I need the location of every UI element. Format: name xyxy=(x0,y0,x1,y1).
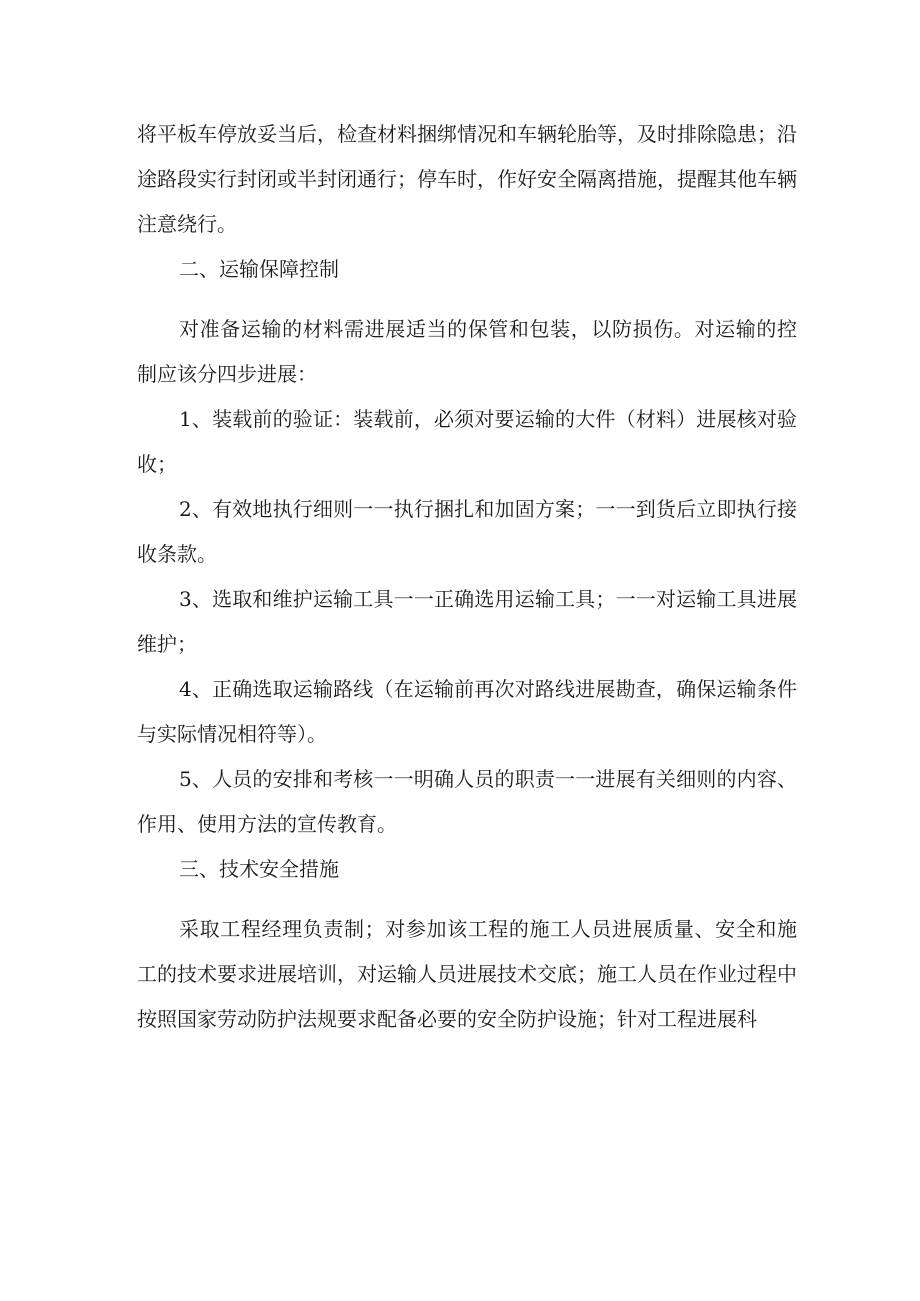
list-item: 2、有效地执行细则一一执行捆扎和加固方案；一一到货后立即执行接收条款。 xyxy=(137,497,797,566)
section-heading-safety-measures: 三、技术安全措施 xyxy=(179,857,339,881)
section3-paragraph: 采取工程经理负责制；对参加该工程的施工人员进展质量、安全和施工的技术要求进展培训，对运输人员进展技术交底；施工人员在作业过程中按照国家劳动防护法规要求配备必要的安全防护设施；针对工程进展科 xyxy=(137,917,797,1031)
section-heading-transport-control: 二、运输保障控制 xyxy=(179,257,339,281)
list-item: 3、选取和维护运输工具一一正确选用运输工具；一一对运输工具进展维护； xyxy=(137,587,797,656)
list-item: 4、正确选取运输路线（在运输前再次对路线进展勘查，确保运输条件与实际情况相符等）。 xyxy=(137,677,797,746)
intro-paragraph: 将平板车停放妥当后，检查材料捆绑情况和车辆轮胎等，及时排除隐患；沿途路段实行封闭或半封闭通行；停车时，作好安全隔离措施，提醒其他车辆注意绕行。 xyxy=(137,122,797,236)
list-item: 5、人员的安排和考核一一明确人员的职责一一进展有关细则的内容、作用、使用方法的宣传教育。 xyxy=(137,767,797,836)
section2-intro-paragraph: 对准备运输的材料需进展适当的保管和包装，以防损伤。对运输的控制应该分四步进展： xyxy=(137,317,797,386)
document-body xyxy=(137,112,797,1042)
list-item: 1、装载前的验证：装载前，必须对要运输的大件（材料）进展核对验收； xyxy=(137,407,797,476)
